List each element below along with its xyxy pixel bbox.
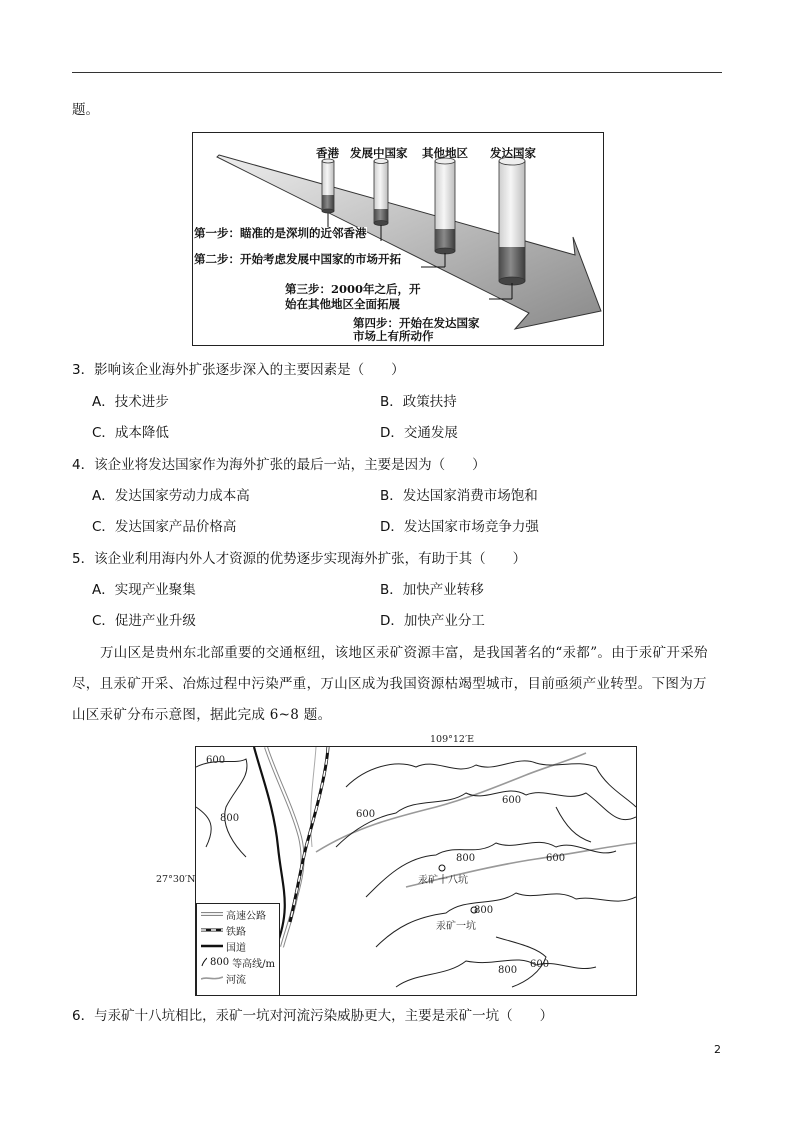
question-3-option-c[interactable]: C．成本降低 xyxy=(92,425,169,441)
railway-symbol-icon xyxy=(201,925,223,935)
step4-label-line1: 第四步：开始在发达国家 xyxy=(353,316,480,330)
cylinder-label: 其他地区 xyxy=(422,146,468,160)
expansion-diagram xyxy=(192,132,604,346)
contour-label: 600 xyxy=(502,795,522,806)
cylinder-developing xyxy=(374,159,388,226)
question-4-option-c[interactable]: C．发达国家产品价格高 xyxy=(92,519,237,535)
contour-line xyxy=(196,807,211,847)
legend-national-road: 国道 xyxy=(201,939,246,953)
national-road-symbol-icon xyxy=(201,941,223,951)
question-3-option-d[interactable]: D．交通发展 xyxy=(380,425,458,441)
cylinder-hongkong xyxy=(322,159,334,213)
legend-contour: 800 等高线/m xyxy=(201,955,275,969)
mercury-mine-map xyxy=(195,746,637,996)
contour-line xyxy=(366,842,616,897)
latitude-label: 27°30′N xyxy=(156,874,196,885)
contour-line xyxy=(396,960,596,987)
step3-label-line2: 始在其他地区全面拓展 xyxy=(285,297,400,311)
mine-label-18: 汞矿十八坑 xyxy=(418,875,468,886)
expansion-arrow xyxy=(217,155,601,329)
contour-label: 600 xyxy=(356,809,376,820)
step3-label-line1: 第三步：2000年之后，开 xyxy=(285,282,421,296)
cylinder-other-regions xyxy=(435,158,455,254)
mine-label-1: 汞矿一坑 xyxy=(436,921,476,932)
contour-label: 800 xyxy=(456,853,476,864)
contour-label: 800 xyxy=(498,965,518,976)
contour-label: 600 xyxy=(546,853,566,864)
question-3-option-b[interactable]: B．政策扶持 xyxy=(380,394,457,410)
question-5-option-a[interactable]: A．实现产业聚集 xyxy=(92,582,196,598)
passage-line-2: 尽，且汞矿开采、冶炼过程中污染严重，万山区成为我国资源枯竭型城市，目前亟须产业转型。下图为万 xyxy=(72,676,707,692)
legend-highway: 高速公路 xyxy=(201,907,266,921)
page-number: 2 xyxy=(714,1043,721,1056)
cylinder-label: 香港 xyxy=(316,146,339,160)
cylinder-label: 发展中国家 xyxy=(350,146,408,160)
cylinder-developed xyxy=(499,157,525,285)
contour-line xyxy=(336,791,636,847)
question-4-stem: 4．该企业将发达国家作为海外扩张的最后一站，主要是因为（ ） xyxy=(72,457,486,473)
question-4-option-d[interactable]: D．发达国家市场竞争力强 xyxy=(380,519,539,535)
question-4-option-a[interactable]: A．发达国家劳动力成本高 xyxy=(92,488,250,504)
contour-label: 600 xyxy=(530,959,550,970)
question-6-stem: 6．与汞矿十八坑相比，汞矿一坑对河流污染威胁更大，主要是汞矿一坑（ ） xyxy=(72,1008,554,1024)
intro-tail-text: 题。 xyxy=(72,102,99,118)
step4-label-line2: 市场上有所动作 xyxy=(353,329,434,343)
question-5-option-d[interactable]: D．加快产业分工 xyxy=(380,613,485,629)
longitude-label: 109°12′E xyxy=(430,734,475,745)
passage-line-1: 万山区是贵州东北部重要的交通枢纽，该地区汞矿资源丰富，是我国著名的“汞都”。由于汞矿开采殆 xyxy=(100,645,708,661)
map-legend xyxy=(196,903,280,996)
passage-line-3: 山区汞矿分布示意图，据此完成 6~8 题。 xyxy=(72,707,332,723)
contour-line xyxy=(196,759,247,857)
highway-symbol-icon xyxy=(201,909,223,919)
contour-label: 800 xyxy=(220,813,240,824)
contour-symbol-icon xyxy=(201,957,207,967)
river-symbol-icon xyxy=(201,973,223,983)
contour-label: 600 xyxy=(206,755,226,766)
step1-label: 第一步：瞄准的是深圳的近邻香港 xyxy=(194,226,367,240)
question-5-option-b[interactable]: B．加快产业转移 xyxy=(380,582,484,598)
question-3-option-a[interactable]: A．技术进步 xyxy=(92,394,169,410)
legend-river: 河流 xyxy=(201,971,246,985)
question-4-option-b[interactable]: B．发达国家消费市场饱和 xyxy=(380,488,538,504)
question-5-option-c[interactable]: C．促进产业升级 xyxy=(92,613,196,629)
question-3-stem: 3．影响该企业海外扩张逐步深入的主要因素是（ ） xyxy=(72,362,405,378)
passage xyxy=(72,638,724,731)
step2-label: 第二步：开始考虑发展中国家的市场开拓 xyxy=(194,252,401,266)
question-5-stem: 5．该企业利用海内外人才资源的优势逐步实现海外扩张，有助于其（ ） xyxy=(72,551,527,567)
contour-line xyxy=(556,807,591,842)
header-rule xyxy=(72,72,722,73)
legend-railway: 铁路 xyxy=(201,923,246,937)
contour-line xyxy=(376,893,636,947)
contour-label: 800 xyxy=(474,905,494,916)
contour-line xyxy=(346,761,636,807)
cylinder-label: 发达国家 xyxy=(490,146,536,160)
